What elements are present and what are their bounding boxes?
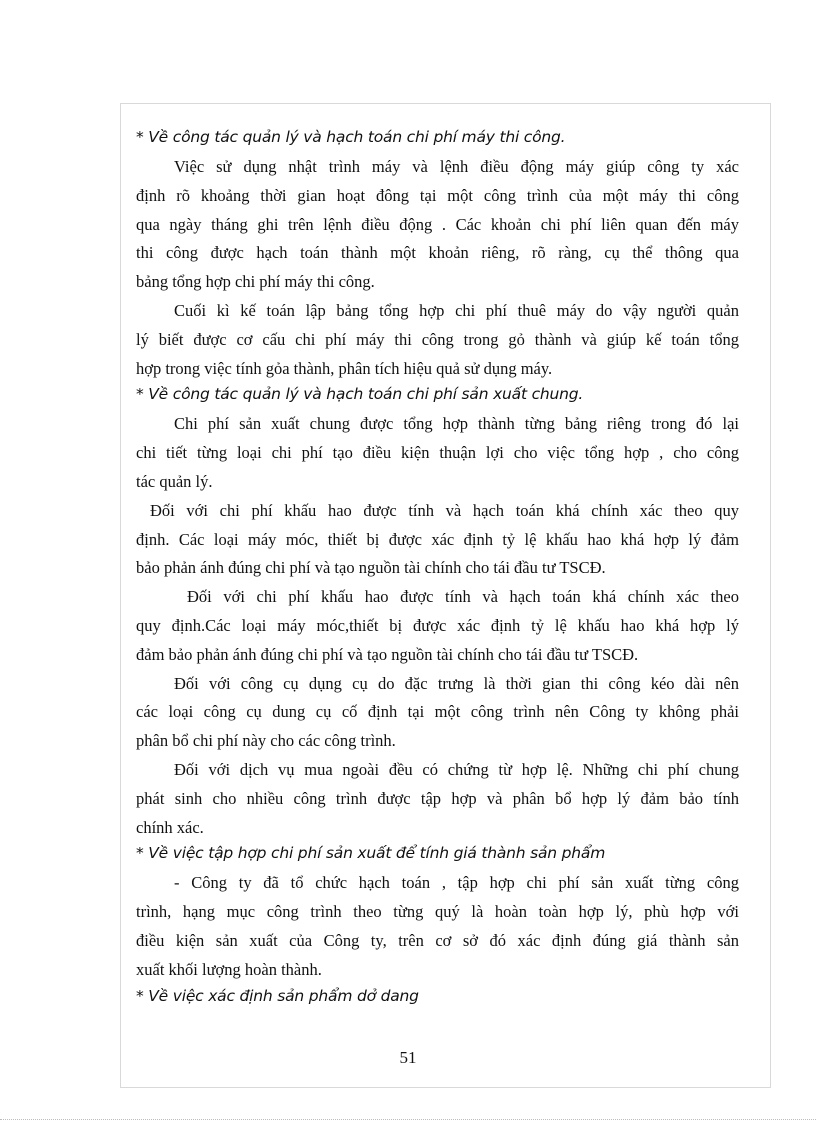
page-bottom-divider — [0, 1119, 816, 1120]
paragraph — [136, 869, 739, 984]
text-line: bảng tổng hợp chi phí máy thi công. — [136, 272, 375, 292]
section-heading-wip-determination: * Về việc xác định sản phẩm dở dang — [136, 986, 419, 1005]
text-line: chính xác. — [136, 817, 204, 837]
paragraph — [136, 756, 739, 842]
paragraph — [136, 297, 739, 383]
text-line: phân bổ chi phí này cho các công trình. — [136, 731, 396, 751]
text-line: định. Các loại máy móc, thiết bị được xác định tỷ lệ khấu hao khá hợp lý đảm — [136, 529, 739, 549]
section-heading-cost-collection: * Về việc tập hợp chi phí sản xuất để tính giá thành sản phẩm — [136, 844, 606, 863]
paragraph — [136, 153, 739, 297]
text-line: hợp trong việc tính gỏa thành, phân tích hiệu quả sử dụng máy. — [136, 358, 553, 378]
paragraph — [136, 410, 739, 496]
text-line: - Công ty đã tổ chức hạch toán , tập hợp chi phí sản xuất từng công — [174, 873, 739, 893]
section-heading-general-production: * Về công tác quản lý và hạch toán chi phí sản xuất chung. — [136, 385, 584, 404]
text-line: đảm bảo phản ánh đúng chi phí và tạo nguồn tài chính cho tái đầu tư TSCĐ. — [136, 644, 639, 664]
text-line: Đối với chi phí khấu hao được tính và hạch toán khá chính xác theo — [187, 587, 739, 607]
text-line: Việc sử dụng nhật trình máy và lệnh điều động máy giúp công ty xác — [174, 157, 739, 176]
page-number: 51 — [399, 1048, 417, 1067]
text-line: trình, hạng mục công trình theo từng quý là hoàn toàn hợp lý, phù hợp với — [136, 902, 739, 922]
document-body — [136, 126, 739, 1008]
text-line: các loại công cụ dung cụ cố định tại một công trình nên Công ty không phải — [136, 702, 739, 722]
text-line: Đối với công cụ dụng cụ do đặc trưng là thời gian thi công kéo dài nên — [174, 673, 739, 693]
text-line: Đối với chi phí khấu hao được tính và hạch toán khá chính xác theo quy — [150, 500, 739, 520]
text-line: bảo phản ánh đúng chi phí và tạo nguồn tài chính cho tái đầu tư TSCĐ. — [136, 558, 606, 578]
text-line: quy định.Các loại máy móc,thiết bị được xác định tỷ lệ khấu hao khá hợp lý — [136, 615, 739, 635]
text-line: Cuối kì kế toán lập bảng tổng hợp chi phí thuê máy do vậy người quản — [174, 300, 739, 320]
text-line: Chi phí sản xuất chung được tổng hợp thành từng bảng riêng trong đó lại — [174, 414, 739, 434]
text-line: chi tiết từng loại chi phí tạo điều kiện thuận lợi cho việc tổng hợp , cho công — [136, 443, 739, 463]
paragraph — [136, 497, 739, 583]
section-heading-machine-costs: * Về công tác quản lý và hạch toán chi phí máy thi công. — [136, 128, 566, 146]
paragraph — [136, 670, 739, 756]
text-line: tác quản lý. — [136, 471, 213, 491]
text-line: qua ngày tháng ghi trên lệnh điều động . Các khoản chi phí liên quan đến máy — [136, 214, 739, 234]
text-line: xuất khối lượng hoàn thành. — [136, 959, 322, 979]
text-line: phát sinh cho nhiều công trình được tập hợp và phân bổ hợp lý đảm bảo tính — [136, 788, 739, 808]
paragraph — [136, 583, 739, 669]
text-line: điều kiện sản xuất của Công ty, trên cơ sở đó xác định đúng giá thành sản — [136, 930, 739, 950]
text-line: lý biết được cơ cấu chi phí máy thi công trong gỏ thành và giúp kế toán tổng — [136, 329, 739, 349]
text-line: thi công được hạch toán thành một khoản riêng, rõ ràng, cụ thể thông qua — [136, 243, 739, 263]
text-line: định rõ khoảng thời gian hoạt đông tại một công trình của một máy thi công — [136, 185, 739, 205]
text-line: Đối với dịch vụ mua ngoài đều có chứng từ hợp lệ. Những chi phí chung — [174, 759, 739, 779]
